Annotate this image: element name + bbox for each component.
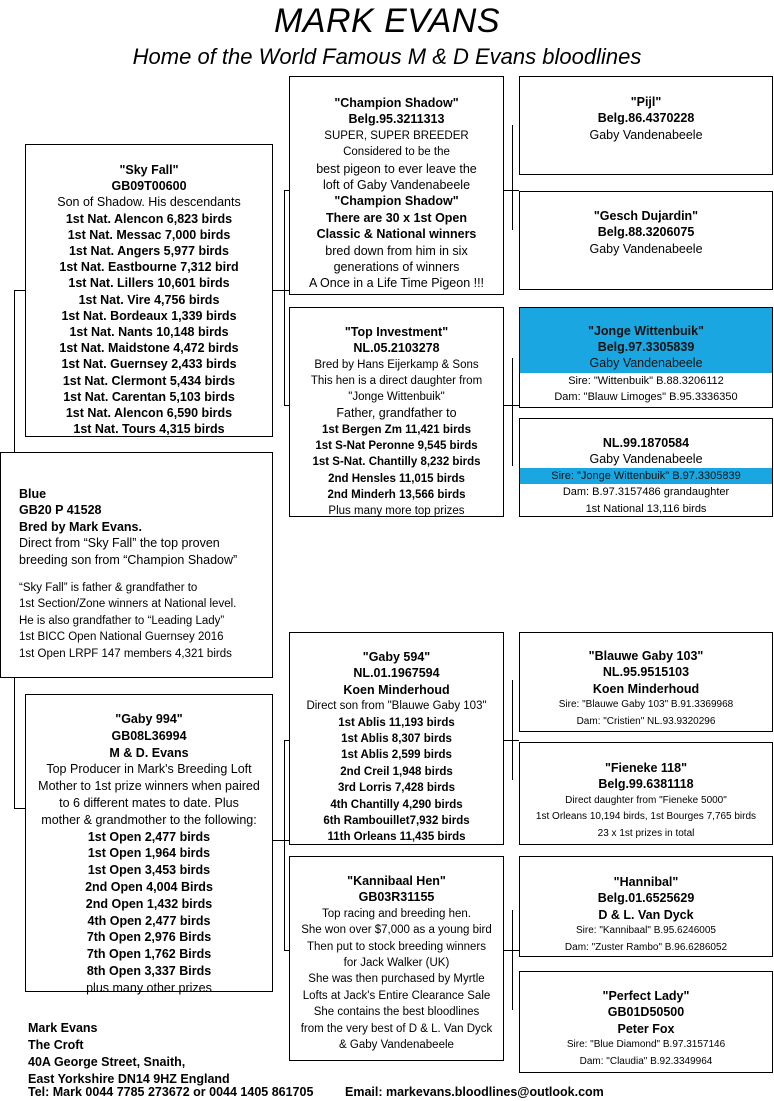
ring-number: NL.01.1967594: [353, 666, 440, 681]
result-line: 2nd Open 4,004 Birds: [85, 879, 213, 894]
description: Mother to 1st prize winners when paired: [38, 779, 260, 794]
description: She was then purchased by Myrtle: [308, 973, 485, 986]
ring-number: GB03R31155: [358, 890, 435, 905]
breeder: M & D. Evans: [109, 745, 189, 760]
dam-line: Dam: "Blauw Limoges" B.95.3336350: [554, 391, 738, 404]
contact-phone: Tel: Mark 0044 7785 273672 or 0044 1405 861705: [28, 1085, 314, 1099]
description: This hen is a direct daughter from: [310, 374, 483, 387]
ring-number: GB09T00600: [111, 179, 187, 194]
result-line: 1st Ablis 11,193 birds: [338, 716, 455, 729]
contact-line: The Croft: [28, 1038, 84, 1052]
description: There are 30 x 1st Open: [325, 210, 468, 225]
description: She won over $7,000 as a young bird: [301, 924, 492, 937]
bird-name: "Sky Fall": [119, 163, 179, 177]
description: to 6 different mates to date. Plus: [59, 795, 239, 810]
contact-address: [28, 1020, 230, 1088]
dam-line: Dam: B.97.3157486 grandaughter: [562, 486, 730, 499]
result-line: 1st Nat. Alencon 6,823 birds: [65, 211, 233, 226]
result-line: 2nd Open 1,432 birds: [85, 896, 213, 911]
result-line: 1st Nat. Nants 10,148 birds: [69, 325, 229, 340]
dam-line: Dam: "Cristien" NL.93.9320296: [576, 715, 716, 727]
description: Direct son from "Blauwe Gaby 103": [306, 700, 487, 713]
ring-number: Belg.01.6525629: [597, 891, 695, 906]
description: bred down from him in six: [325, 243, 468, 258]
sire-line: Sire: "Wittenbuik" B.88.3206112: [568, 375, 724, 387]
bird-name: "Gesch Dujardin": [593, 209, 699, 223]
description: Lofts at Jack's Entire Clearance Sale: [302, 989, 491, 1002]
result-line: 1st Bergen Zm 11,421 birds: [322, 423, 471, 436]
contact-line: East Yorkshire DN14 9HZ England: [28, 1072, 230, 1086]
ancestor-box-blauwe-gaby-103: [519, 632, 773, 732]
sire-line: Sire: "Kannibaal" B.95.6246005: [576, 925, 716, 937]
description: 1st Open LRPF 147 members 4,321 birds: [19, 647, 232, 660]
result-line: 1st Nat. Alencon 6,590 birds: [65, 406, 233, 421]
ring-number: Belg.95.3211313: [348, 112, 445, 127]
description: A Once in a Life Time Pigeon !!!: [308, 276, 485, 291]
description: Direct daughter from "Fieneke 5000": [565, 794, 727, 806]
connector-line: [14, 290, 15, 452]
ancestor-box-hannibal: [519, 856, 773, 957]
result-line: 1st Nat. Vire 4,756 birds: [78, 292, 220, 307]
result-line: 1st Nat. Angers 5,977 birds: [68, 244, 230, 259]
dam-line: Dam: "Claudia" B.92.3349964: [579, 1055, 713, 1067]
connector-line: [14, 678, 15, 808]
bird-name: "Gaby 594": [362, 650, 431, 664]
ancestor-box-gesch-dujardin: [519, 191, 773, 290]
connector-line: [273, 840, 289, 841]
description: for Jack Walker (UK): [343, 957, 450, 970]
result-line: 1st Nat. Carentan 5,103 birds: [63, 389, 235, 404]
description: Considered to be the: [343, 146, 450, 159]
bird-name: "Hannibal": [613, 875, 679, 889]
connector-line: [512, 910, 513, 1010]
connector-line: [512, 125, 513, 230]
description: from the very best of D & L. Van Dyck: [300, 1022, 493, 1035]
result-line: 1st Nat. Messac 7,000 birds: [67, 227, 231, 242]
result-line: 1st Open 3,453 birds: [87, 863, 211, 878]
description: 1st National 13,116 birds: [585, 502, 707, 515]
result-line: 1st Open 1,964 birds: [87, 846, 211, 861]
sire-line: Sire: "Jonge Wittenbuik" B.97.3305839: [520, 468, 772, 484]
ring-number: Belg.88.3206075: [597, 225, 695, 240]
contact-name: Mark Evans: [28, 1021, 98, 1035]
description: Direct from “Sky Fall” the top proven: [19, 536, 220, 551]
result-line: 7th Open 2,976 Birds: [86, 930, 212, 945]
connector-line: [504, 950, 519, 951]
description: loft of Gaby Vandenabeele: [322, 178, 471, 193]
connector-line: [504, 190, 519, 191]
result-line: 1st Nat. Lillers 10,601 birds: [68, 276, 230, 291]
description: He is also grandfather to “Leading Lady”: [19, 614, 225, 627]
sire-line: Sire: "Blue Diamond" B.97.3157146: [566, 1039, 726, 1051]
result-line: 11th Orleans 11,435 birds: [327, 831, 466, 844]
breeder: Gaby Vandenabeele: [589, 452, 703, 467]
description: Classic & National winners: [316, 227, 477, 242]
description: Then put to stock breeding winners: [307, 940, 486, 953]
description: mother & grandmother to the following:: [41, 812, 257, 827]
description: “Sky Fall” is father & grandfather to: [19, 582, 198, 595]
main-bird-box-blue: [0, 452, 273, 678]
description: Bred by Hans Eijerkamp & Sons: [314, 358, 479, 371]
connector-line: [14, 808, 25, 809]
result-line: 1st Nat. Tours 4,315 birds: [73, 422, 225, 437]
bird-name: "Pijl": [630, 95, 662, 109]
description: Son of Shadow. His descendants: [57, 195, 241, 210]
result-line: 1st Nat. Eastbourne 7,312 bird: [59, 260, 239, 275]
ancestor-box-fieneke-118: [519, 742, 773, 845]
breeder: Koen Minderhoud: [343, 682, 450, 697]
ring-number: GB01D50500: [607, 1005, 685, 1020]
connector-line: [512, 680, 513, 780]
breeder: Gaby Vandenabeele: [589, 241, 703, 256]
bird-name: "Perfect Lady": [602, 989, 690, 1003]
description: plus many other prizes: [86, 980, 212, 995]
breeder: Gaby Vandenabeele: [589, 127, 703, 142]
connector-line: [512, 358, 513, 466]
result-line: 2nd Hensles 11,015 birds: [328, 472, 465, 485]
ring-number: Belg.97.3305839: [597, 340, 695, 355]
result-line: 3rd Lorris 7,428 birds: [338, 782, 455, 795]
bird-name: "Champion Shadow": [334, 194, 459, 209]
breeder: D & L. Van Dyck: [598, 907, 694, 922]
ancestor-box-perfect-lady: [519, 971, 773, 1073]
description: Plus many more top prizes: [328, 505, 465, 518]
description: Father, grandfather to: [336, 406, 457, 421]
ring-number: NL.99.1870584: [602, 436, 690, 450]
description: generations of winners: [333, 260, 460, 275]
grandsire-box-champion-shadow: [289, 76, 504, 295]
result-line: 1st Nat. Guernsey 2,433 birds: [61, 357, 237, 372]
grandsire-box-gaby-594: [289, 632, 504, 845]
sire-line: Sire: "Blauwe Gaby 103" B.91.3369968: [558, 699, 734, 711]
bird-name: "Top Investment": [344, 325, 449, 339]
ring-number: NL.95.9515103: [602, 665, 690, 680]
ancestor-box-nl99: [519, 418, 773, 517]
breeder: Bred by Mark Evans.: [19, 519, 142, 534]
ancestor-box-pijl: [519, 76, 773, 175]
description: 23 x 1st prizes in total: [597, 827, 695, 839]
ancestor-box-jonge-wittenbuik: [519, 307, 773, 408]
result-line: 7th Open 1,762 Birds: [86, 947, 212, 962]
connector-line: [14, 290, 25, 291]
page-title: MARK EVANS: [273, 2, 501, 40]
bird-name: "Blauwe Gaby 103": [588, 649, 704, 663]
result-line: 1st Ablis 2,599 birds: [341, 749, 452, 762]
connector-line: [284, 190, 285, 405]
ring-number: Belg.86.4370228: [597, 111, 695, 126]
bird-name: "Fieneke 118": [604, 761, 688, 775]
description: 1st Orleans 10,194 birds, 1st Bourges 7,765 birds: [535, 811, 757, 823]
bird-name: "Gaby 994": [115, 712, 183, 726]
ring-number: GB08L36994: [111, 728, 187, 743]
result-line: 1st Ablis 8,307 birds: [341, 733, 452, 746]
description: best pigeon to ever leave the: [316, 161, 477, 176]
breeder: Koen Minderhoud: [592, 681, 700, 696]
result-line: 1st Open 2,477 birds: [87, 829, 211, 844]
result-line: 4th Chantilly 4,290 birds: [330, 798, 463, 811]
granddam-box-top-investment: [289, 307, 504, 517]
description: Top racing and breeding hen.: [322, 907, 471, 920]
description: 1st Section/Zone winners at National level.: [19, 598, 237, 611]
result-line: 8th Open 3,337 Birds: [86, 963, 212, 978]
contact-line: 40A George Street, Snaith,: [28, 1055, 186, 1069]
result-line: 2nd Creil 1,948 birds: [340, 765, 453, 778]
description: "Jonge Wittenbuik": [348, 391, 445, 404]
description: SUPER, SUPER BREEDER: [324, 129, 469, 142]
description: breeding son from “Champion Shadow”: [19, 552, 238, 567]
result-line: 1st S-Nat Peronne 9,545 birds: [315, 440, 478, 453]
description: She contains the best bloodlines: [313, 1006, 480, 1019]
result-line: 1st Nat. Maidstone 4,472 birds: [59, 341, 239, 356]
page-subtitle: Home of the World Famous M & D Evans bloodlines: [132, 44, 642, 69]
bird-name: "Kannibaal Hen": [347, 874, 446, 888]
highlight-block: [520, 308, 772, 373]
contact-email[interactable]: Email: markevans.bloodlines@outlook.com: [345, 1085, 604, 1099]
result-line: 1st S-Nat. Chantilly 8,232 birds: [312, 456, 481, 469]
bird-name: Blue: [19, 487, 47, 501]
ring-number: Belg.99.6381118: [598, 777, 694, 792]
result-line: 2nd Minderh 13,566 birds: [327, 488, 466, 501]
result-line: 6th Rambouillet7,932 birds: [323, 815, 470, 828]
connector-line: [504, 740, 519, 741]
result-line: 1st Nat. Clermont 5,434 birds: [62, 373, 236, 388]
description: & Gaby Vandenabeele: [339, 1039, 454, 1052]
description: 1st BICC Open National Guernsey 2016: [19, 631, 224, 644]
result-line: 4th Open 2,477 birds: [87, 913, 211, 928]
ring-number: NL.05.2103278: [353, 341, 440, 356]
result-line: 1st Nat. Bordeaux 1,339 birds: [61, 308, 237, 323]
breeder: Gaby Vandenabeele: [589, 356, 703, 371]
breeder: Peter Fox: [617, 1021, 675, 1036]
connector-line: [504, 405, 519, 406]
bird-name: "Champion Shadow": [334, 96, 459, 110]
dam-box-gaby-994: [25, 694, 273, 995]
bird-name: "Jonge Wittenbuik": [588, 324, 704, 338]
description: Top Producer in Mark's Breeding Loft: [46, 762, 252, 777]
sire-box-sky-fall: [25, 144, 273, 437]
granddam-box-kannibaal-hen: [289, 856, 504, 1061]
connector-line: [284, 740, 285, 950]
ring-number: GB20 P 41528: [19, 503, 102, 518]
dam-line: Dam: "Zuster Rambo" B.96.6286052: [564, 941, 728, 953]
connector-line: [273, 290, 289, 291]
